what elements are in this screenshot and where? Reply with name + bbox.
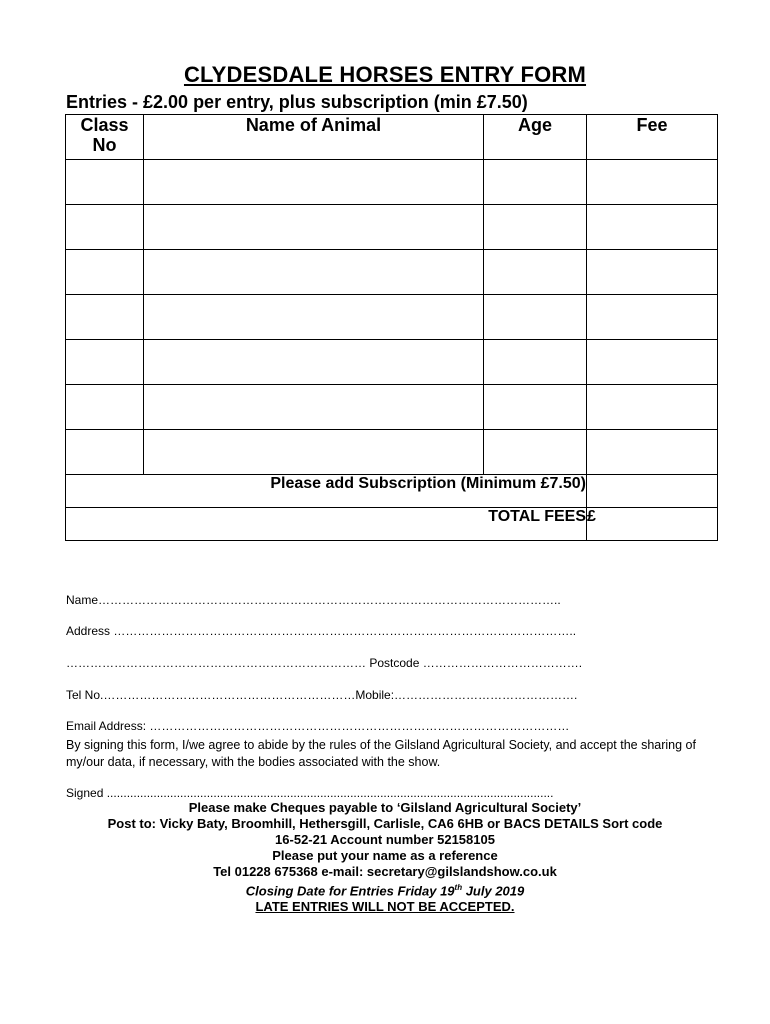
closing-date-line [0, 880, 770, 899]
header-fee: Fee [587, 115, 718, 160]
class-no-cell[interactable] [66, 430, 144, 475]
signed-field[interactable]: Signed ...................................................................................................................................... [66, 786, 554, 800]
entries-table [65, 114, 718, 541]
animal-name-cell[interactable] [144, 160, 484, 205]
age-cell[interactable] [484, 250, 587, 295]
contact-line: Tel 01228 675368 e-mail: secretary@gilslandshow.co.uk [213, 864, 557, 879]
animal-name-cell[interactable] [144, 250, 484, 295]
total-fees-cell[interactable] [587, 508, 718, 541]
header-class-line2: No [92, 135, 117, 155]
closing-date-sup: th [454, 883, 463, 892]
fee-cell[interactable] [587, 340, 718, 385]
consent-text: By signing this form, I/we agree to abide by the rules of the Gilsland Agricultural Society, and accept the sharing of my/our data, if necessary, with the bodies associated with the show. [66, 738, 696, 769]
table-row [66, 250, 718, 295]
form-title: CLYDESDALE HORSES ENTRY FORM [183, 62, 587, 87]
age-cell[interactable] [484, 385, 587, 430]
animal-name-cell[interactable] [144, 385, 484, 430]
animal-name-cell[interactable] [144, 295, 484, 340]
footer-instructions [0, 800, 770, 915]
cheques-line: Please make Cheques payable to ‘Gilsland Agricultural Society’ [188, 800, 582, 815]
animal-name-cell[interactable] [144, 430, 484, 475]
fee-cell[interactable] [587, 205, 718, 250]
late-entries-line: LATE ENTRIES WILL NOT BE ACCEPTED. [255, 899, 515, 915]
subscription-amount-cell[interactable] [587, 475, 718, 508]
animal-name-cell[interactable] [144, 340, 484, 385]
fee-cell[interactable] [587, 250, 718, 295]
form-subtitle: Entries - £2.00 per entry, plus subscription (min £7.50) [66, 92, 528, 112]
table-row [66, 430, 718, 475]
subscription-row [66, 475, 718, 508]
class-no-cell[interactable] [66, 385, 144, 430]
reference-line: Please put your name as a reference [272, 848, 498, 863]
age-cell[interactable] [484, 430, 587, 475]
fee-cell[interactable] [587, 160, 718, 205]
address-field[interactable]: Address …………………………………………………………………………………………………….. [66, 624, 577, 638]
total-fees-label: TOTAL FEES [66, 508, 587, 541]
header-class-no [66, 115, 144, 160]
class-no-cell[interactable] [66, 340, 144, 385]
account-line: 16-52-21 Account number 52158105 [275, 832, 495, 847]
fee-cell[interactable] [587, 430, 718, 475]
table-row [66, 340, 718, 385]
table-row [66, 295, 718, 340]
total-row [66, 508, 718, 541]
table-row [66, 205, 718, 250]
header-age: Age [484, 115, 587, 160]
subscription-label: Please add Subscription (Minimum £7.50) [66, 475, 587, 508]
class-no-cell[interactable] [66, 250, 144, 295]
address-postcode-field[interactable]: ………………………………………………………………… Postcode …………………………………. [66, 656, 583, 670]
name-field[interactable]: Name…………………………………………………………………………………………………….. [66, 593, 561, 607]
class-no-cell[interactable] [66, 295, 144, 340]
age-cell[interactable] [484, 205, 587, 250]
class-no-cell[interactable] [66, 205, 144, 250]
header-name-of-animal: Name of Animal [144, 115, 484, 160]
fee-cell[interactable] [587, 385, 718, 430]
tel-mobile-field[interactable]: Tel No.………………………………………………………Mobile:………………………………………. [66, 688, 578, 702]
header-class-line1: Class [80, 115, 129, 135]
class-no-cell[interactable] [66, 160, 144, 205]
post-to-line: Post to: Vicky Baty, Broomhill, Hethersgill, Carlisle, CA6 6HB or BACS DETAILS Sort code [107, 816, 663, 831]
table-header-row [66, 115, 718, 160]
table-row [66, 160, 718, 205]
fee-cell[interactable] [587, 295, 718, 340]
entries-body [66, 160, 718, 475]
age-cell[interactable] [484, 295, 587, 340]
total-currency: £ [587, 508, 596, 525]
closing-date-pre: Closing Date for Entries Friday 19 [245, 883, 455, 899]
closing-date-post: July 2019 [462, 883, 525, 899]
age-cell[interactable] [484, 340, 587, 385]
age-cell[interactable] [484, 160, 587, 205]
table-row [66, 385, 718, 430]
email-field[interactable]: Email Address: …………………………………………………………………………………………… [66, 719, 570, 733]
animal-name-cell[interactable] [144, 205, 484, 250]
